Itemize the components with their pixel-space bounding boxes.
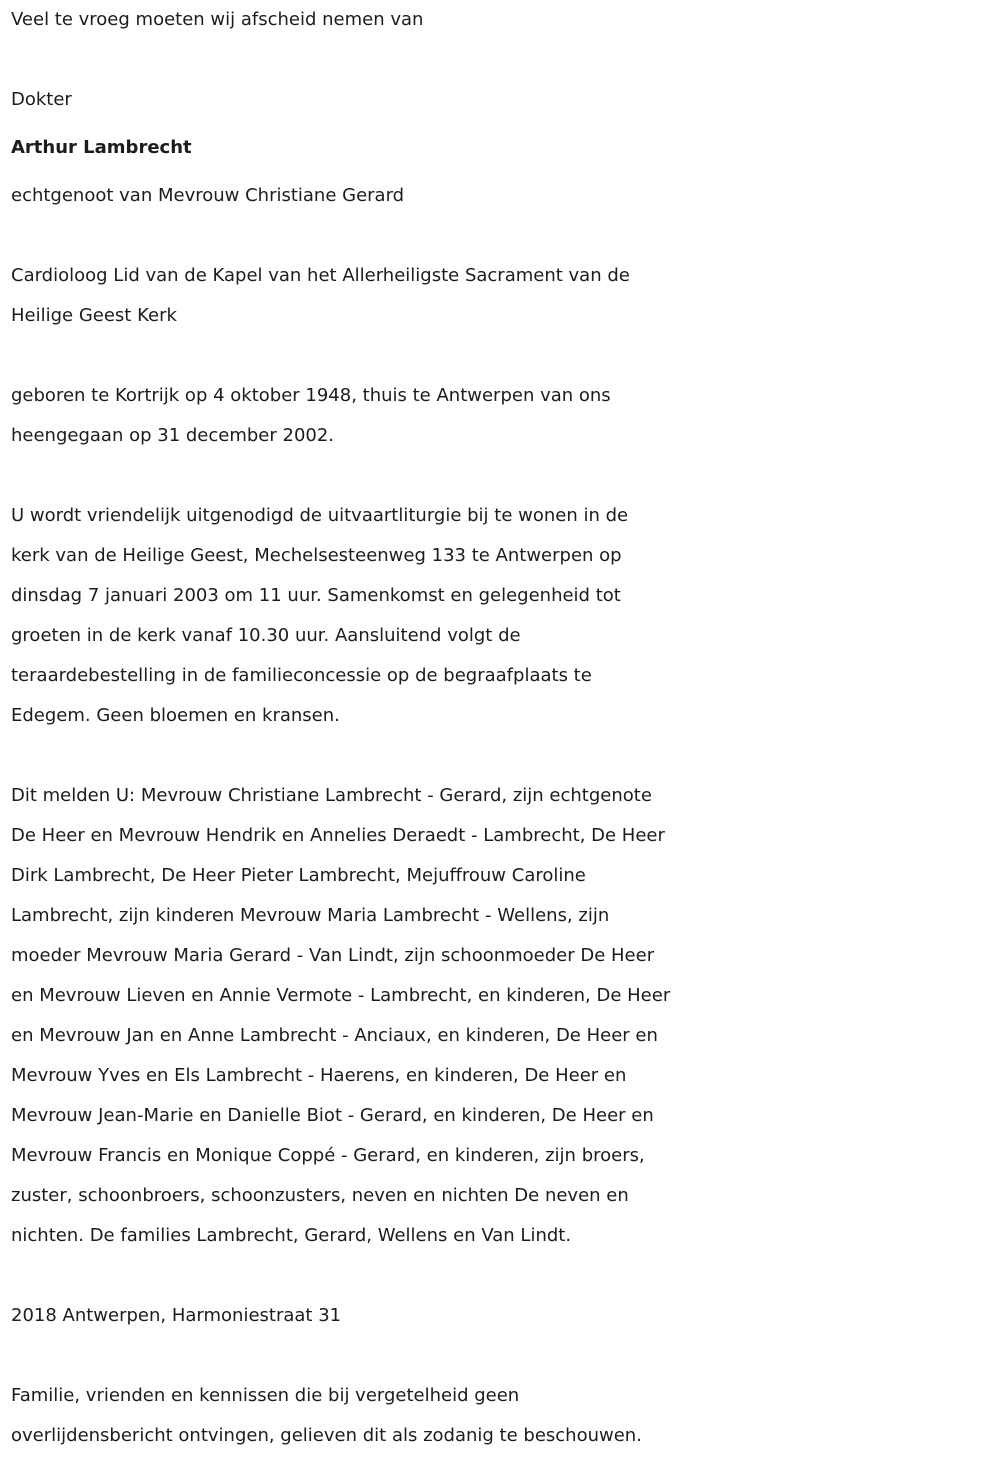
spacer: [11, 736, 991, 776]
birth-death-paragraph: [11, 376, 991, 456]
spacer: [11, 40, 991, 80]
birth-death-line: heengegaan op 31 december 2002.: [11, 425, 335, 446]
closing-paragraph: [11, 1376, 991, 1456]
profession-line: Heilige Geest Kerk: [11, 305, 177, 326]
family-line: nichten. De families Lambrecht, Gerard, Wellens en Van Lindt.: [11, 1225, 572, 1246]
family-address: 2018 Antwerpen, Harmoniestraat 31: [11, 1305, 342, 1326]
funeral-line: kerk van de Heilige Geest, Mechelsesteenweg 133 te Antwerpen op: [11, 545, 622, 566]
honorific-title: Dokter: [11, 89, 72, 110]
funeral-line: dinsdag 7 januari 2003 om 11 uur. Samenkomst en gelegenheid tot: [11, 585, 621, 606]
family-line: Mevrouw Jean-Marie en Danielle Biot - Gerard, en kinderen, De Heer en: [11, 1105, 654, 1126]
spacer: [11, 1336, 991, 1376]
birth-death-line: geboren te Kortrijk op 4 oktober 1948, thuis te Antwerpen van ons: [11, 385, 611, 406]
profession-line: Cardioloog Lid van de Kapel van het Allerheiligste Sacrament van de: [11, 265, 630, 286]
funeral-line: U wordt vriendelijk uitgenodigd de uitvaartliturgie bij te wonen in de: [11, 505, 629, 526]
spacer: [11, 216, 991, 256]
funeral-line: Edegem. Geen bloemen en kransen.: [11, 705, 340, 726]
profession-paragraph: [11, 256, 991, 336]
funeral-line: groeten in de kerk vanaf 10.30 uur. Aansluitend volgt de: [11, 625, 521, 646]
family-line: De Heer en Mevrouw Hendrik en Annelies Deraedt - Lambrecht, De Heer: [11, 825, 665, 846]
deceased-name: Arthur Lambrecht: [11, 137, 192, 158]
intro-text: Veel te vroeg moeten wij afscheid nemen van: [11, 9, 424, 30]
funeral-paragraph: [11, 496, 991, 736]
closing-line: overlijdensbericht ontvingen, gelieven dit als zodanig te beschouwen.: [11, 1425, 642, 1446]
spacer: [11, 456, 991, 496]
family-line: zuster, schoonbroers, schoonzusters, neven en nichten De neven en: [11, 1185, 629, 1206]
family-line: en Mevrouw Lieven en Annie Vermote - Lambrecht, en kinderen, De Heer: [11, 985, 671, 1006]
spouse-text: echtgenoot van Mevrouw Christiane Gerard: [11, 185, 405, 206]
family-line: Lambrecht, zijn kinderen Mevrouw Maria Lambrecht - Wellens, zijn: [11, 905, 610, 926]
family-line: Mevrouw Yves en Els Lambrecht - Haerens, en kinderen, De Heer en: [11, 1065, 627, 1086]
spacer: [11, 168, 991, 176]
spacer: [11, 1256, 991, 1296]
closing-line: Familie, vrienden en kennissen die bij vergetelheid geen: [11, 1385, 520, 1406]
funeral-line: teraardebestelling in de familieconcessie op de begraafplaats te: [11, 665, 592, 686]
obituary-notice: [11, 0, 991, 1456]
family-line: en Mevrouw Jan en Anne Lambrecht - Anciaux, en kinderen, De Heer en: [11, 1025, 658, 1046]
family-paragraph: [11, 776, 991, 1256]
family-line: Mevrouw Francis en Monique Coppé - Gerard, en kinderen, zijn broers,: [11, 1145, 645, 1166]
family-line: Dit melden U: Mevrouw Christiane Lambrecht - Gerard, zijn echtgenote: [11, 785, 652, 806]
spacer: [11, 336, 991, 376]
family-line: moeder Mevrouw Maria Gerard - Van Lindt, zijn schoonmoeder De Heer: [11, 945, 655, 966]
spacer: [11, 120, 991, 128]
family-line: Dirk Lambrecht, De Heer Pieter Lambrecht, Mejuffrouw Caroline: [11, 865, 586, 886]
